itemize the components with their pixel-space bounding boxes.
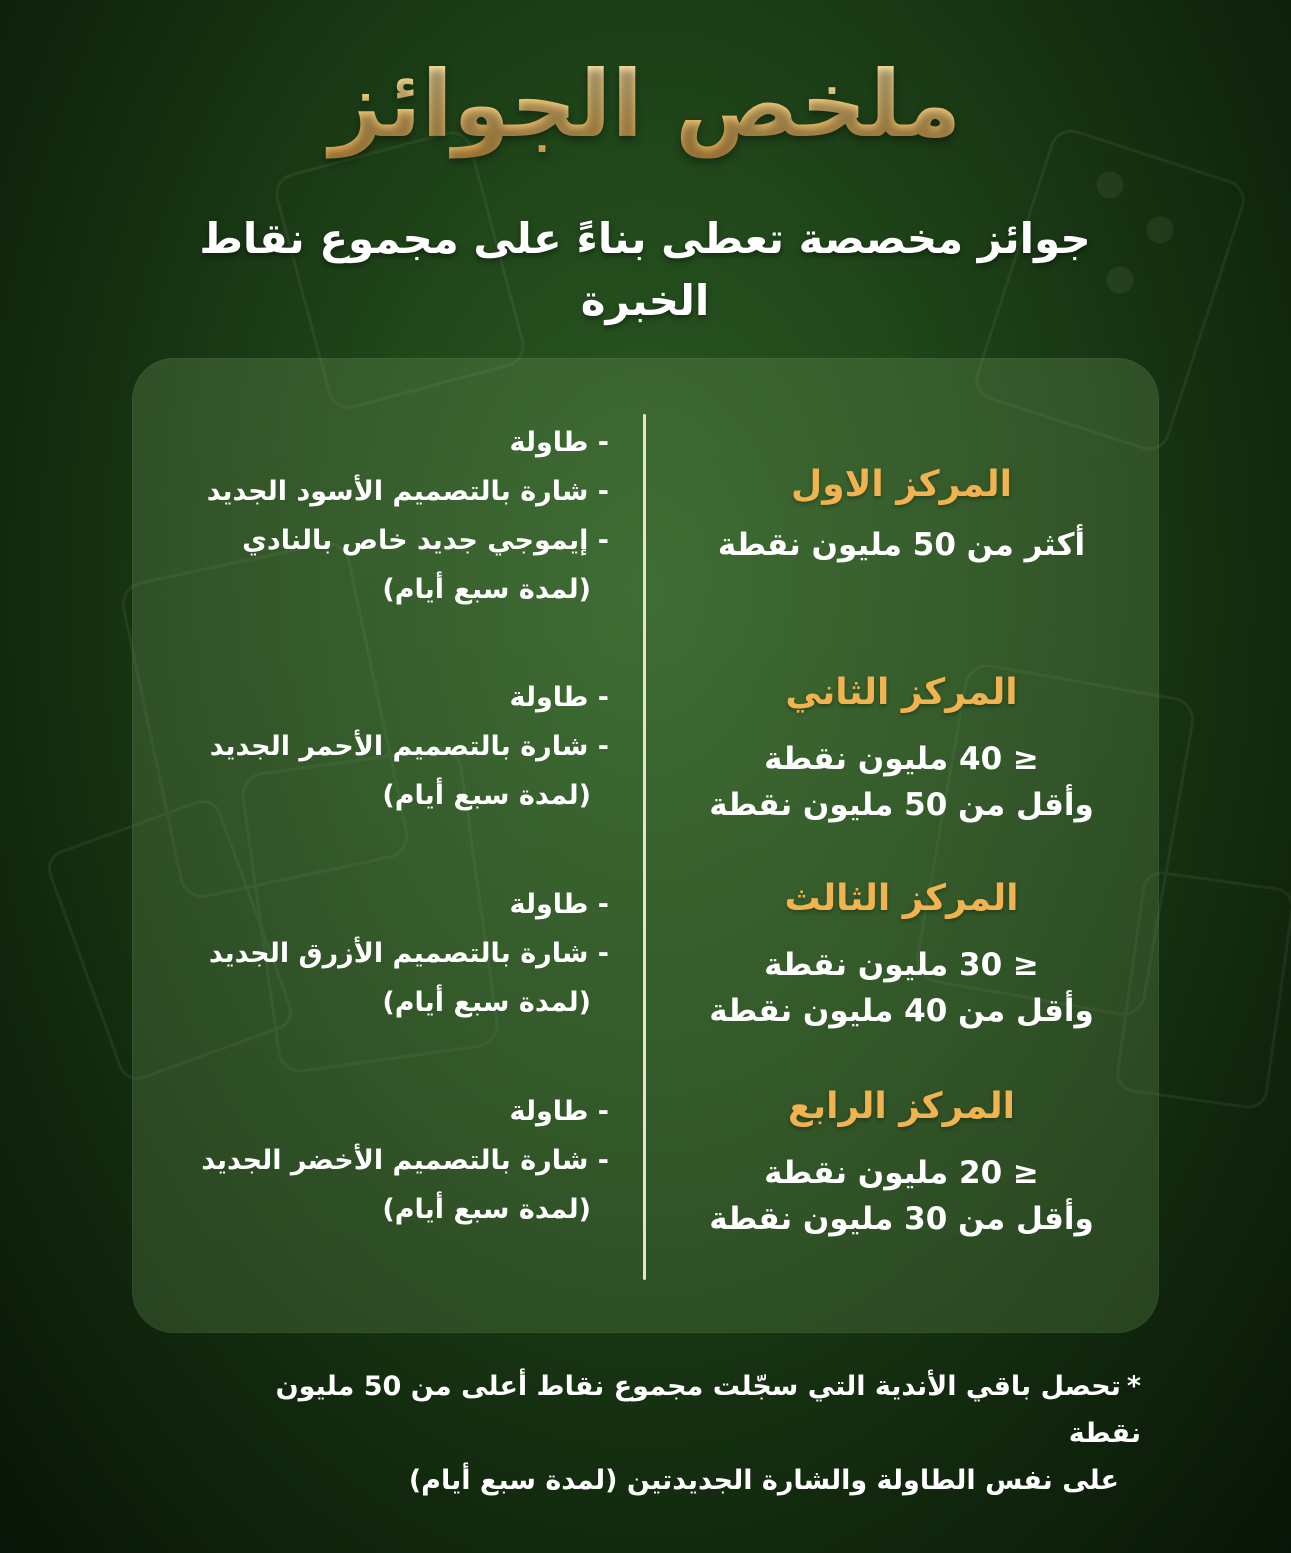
- rank-2-title: المركز الثاني: [785, 672, 1018, 713]
- rank-2-requirement-min: ≤ 40 مليون نقطة: [764, 741, 1039, 777]
- rank-3-prize-table: - طاولة: [509, 889, 609, 920]
- rank-1-prizes: [179, 418, 609, 614]
- rank-2-requirement-max: وأقل من 50 مليون نقطة: [709, 787, 1094, 823]
- page-title: ملخص الجوائز: [0, 40, 1291, 170]
- rank-3-prizes: [179, 880, 609, 1027]
- rank-4-prize-table: - طاولة: [509, 1096, 609, 1127]
- rank-4-requirement-min: ≤ 20 مليون نقطة: [764, 1155, 1039, 1191]
- footnote-line-1: تحصل باقي الأندية التي سجّلت مجموع نقاط أعلى من 50 مليون نقطة: [275, 1371, 1141, 1449]
- rank-3-info: [644, 874, 1159, 1034]
- rank-4-prizes: [179, 1087, 609, 1234]
- rank-3-requirement-min: ≤ 30 مليون نقطة: [764, 947, 1039, 983]
- rank-4-info: [644, 1082, 1159, 1242]
- rank-4-title: المركز الرابع: [788, 1086, 1015, 1127]
- rank-4-requirement-max: وأقل من 30 مليون نقطة: [709, 1201, 1094, 1237]
- rank-2-prizes: [179, 673, 609, 820]
- rank-1-info: [644, 460, 1159, 568]
- rank-2-info: [644, 668, 1159, 828]
- rank-3-prize-badge: - شارة بالتصميم الأزرق الجديد: [208, 938, 609, 969]
- footnote: [241, 1363, 1141, 1504]
- footnote-asterisk: *: [1126, 1371, 1141, 1402]
- rank-2-prize-table: - طاولة: [509, 682, 609, 713]
- prizes-panel: [132, 358, 1159, 1333]
- rank-1-duration: (لمدة سبع أيام): [382, 574, 591, 605]
- rank-1-requirement: أكثر من 50 مليون نقطة: [717, 527, 1086, 563]
- rank-3-title: المركز الثالث: [784, 878, 1019, 919]
- rank-2-prize-badge: - شارة بالتصميم الأحمر الجديد: [209, 731, 609, 762]
- footnote-line-2: على نفس الطاولة والشارة الجديدتين (لمدة سبع أيام): [408, 1465, 1119, 1496]
- rank-4-duration: (لمدة سبع أيام): [382, 1194, 591, 1225]
- rank-2-duration: (لمدة سبع أيام): [382, 780, 591, 811]
- rank-3-duration: (لمدة سبع أيام): [382, 987, 591, 1018]
- rank-1-prize-badge: - شارة بالتصميم الأسود الجديد: [206, 476, 609, 507]
- rank-1-prize-table: - طاولة: [509, 427, 609, 458]
- rank-1-prize-emoji: - إيموجي جديد خاص بالنادي: [242, 525, 609, 556]
- rank-1-title: المركز الاول: [790, 464, 1012, 505]
- rank-3-requirement-max: وأقل من 40 مليون نقطة: [709, 993, 1094, 1029]
- rank-4-prize-badge: - شارة بالتصميم الأخضر الجديد: [201, 1145, 609, 1176]
- page-subtitle: جوائز مخصصة تعطى بناءً على مجموع نقاط الخبرة: [199, 214, 1091, 325]
